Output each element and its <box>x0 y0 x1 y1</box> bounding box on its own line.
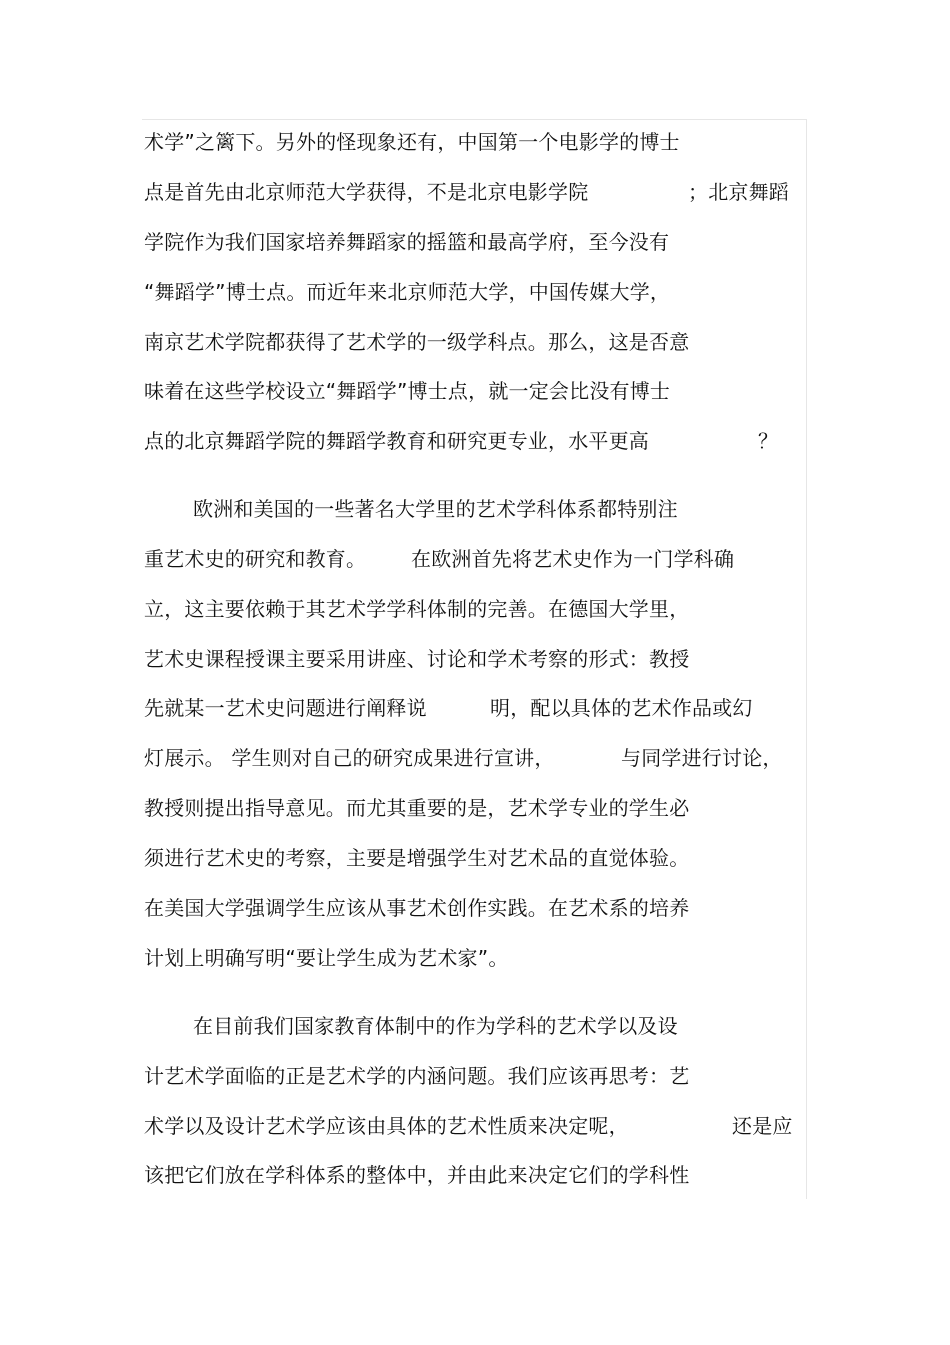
text-line: 欧洲和美国的一些著名大学里的艺术学科体系都特别注 <box>193 497 678 521</box>
text-line: 教授则提出指导意见。而尤其重要的是，艺术学专业的学生必 <box>144 796 690 820</box>
text-line: 计艺术学面临的正是艺术学的内涵问题。我们应该再思考：艺 <box>144 1064 690 1088</box>
text-line: 在美国大学强调学生应该从事艺术创作实践。在艺术系的培养 <box>144 896 690 920</box>
text-line: 在欧洲首先将艺术史作为一门学科确 <box>411 547 735 571</box>
text-line: 点是首先由北京师范大学获得，不是北京电影学院 <box>144 180 589 204</box>
text-line: 南京艺术学院都获得了艺术学的一级学科点。那么，这是否意 <box>144 330 690 354</box>
text-line: 与同学进行讨论， <box>621 746 783 770</box>
text-line: 灯展示。 学生则对自己的研究成果进行宣讲， <box>144 746 555 770</box>
text-line: ；北京舞蹈 <box>688 180 789 204</box>
text-line: “舞蹈学”博士点。而近年来北京师范大学，中国传媒大学， <box>144 280 671 304</box>
text-line: 明，配以具体的艺术作品或幻 <box>490 696 753 720</box>
text-line: 味着在这些学校设立“舞蹈学”博士点，就一定会比没有博士 <box>144 379 671 403</box>
text-line: 重艺术史的研究和教育。 <box>144 547 367 571</box>
text-line: 艺术史课程授课主要采用讲座、讨论和学术考察的形式：教授 <box>144 647 690 671</box>
text-line: 先就某一艺术史问题进行阐释说 <box>144 696 427 720</box>
text-line: 术学”之篱下。另外的怪现象还有，中国第一个电影学的博士 <box>144 130 680 154</box>
text-line: 计划上明确写明“要让学生成为艺术家”。 <box>144 946 509 970</box>
text-line: 还是应 <box>732 1114 793 1138</box>
text-line: 术学以及设计艺术学应该由具体的艺术性质来决定呢， <box>144 1114 629 1138</box>
text-line: 该把它们放在学科体系的整体中，并由此来决定它们的学科性 <box>144 1163 690 1187</box>
text-line: ？ <box>758 429 779 453</box>
text-line: 学院作为我们国家培养舞蹈家的摇篮和最高学府，至今没有 <box>144 230 670 254</box>
text-line: 立，这主要依赖于其艺术学学科体制的完善。在德国大学里， <box>144 597 690 621</box>
text-line: 在目前我们国家教育体制中的作为学科的艺术学以及设 <box>193 1014 678 1038</box>
text-line: 须进行艺术史的考察，主要是增强学生对艺术品的直觉体验。 <box>144 846 690 870</box>
text-line: 点的北京舞蹈学院的舞蹈学教育和研究更专业，水平更高 <box>144 429 649 453</box>
